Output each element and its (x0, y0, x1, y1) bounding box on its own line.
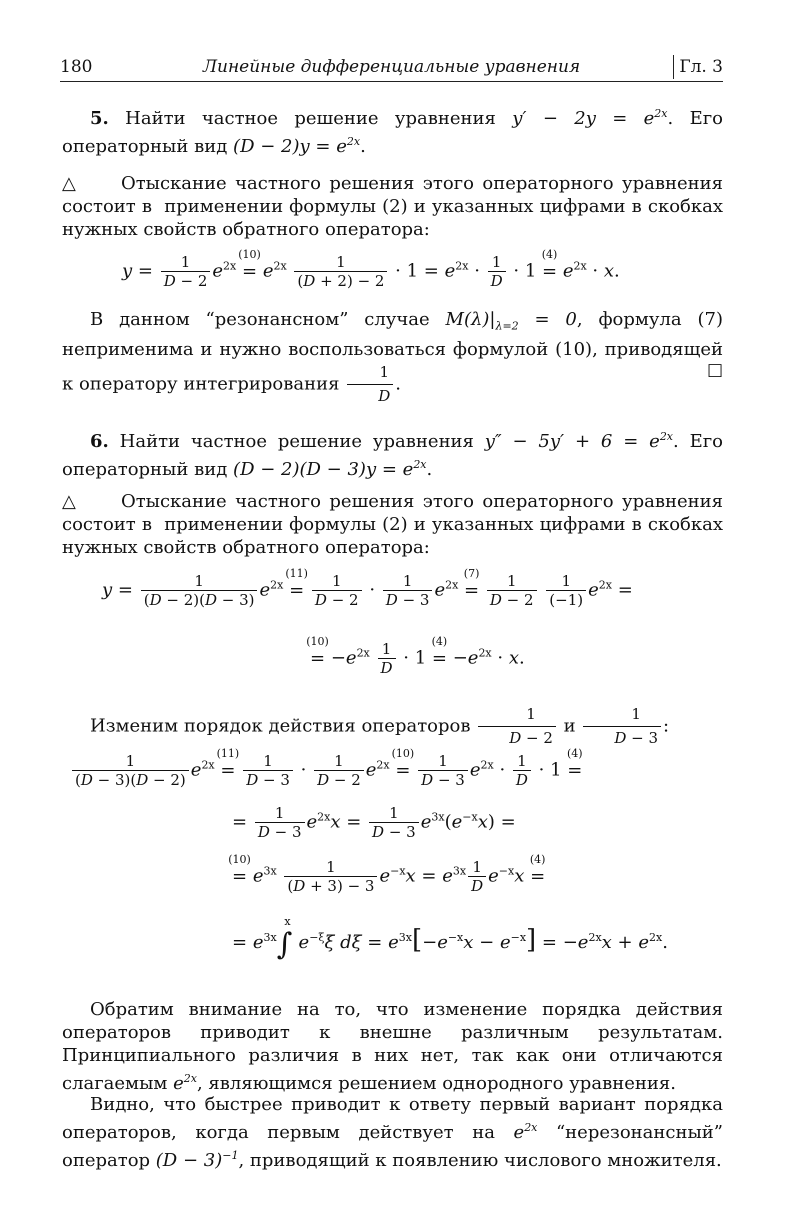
running-header (60, 55, 723, 82)
problem-5-formula: y = $\frac{1}{D - 2}$ $e^{2x}$ = (10) $e^{2x}$ $\frac{1}{(D + 2) - 2}$ · $1 = e^{2x}$ · $\frac{1}{D}$ · 1 = (4) $e^{2x} \cdot x$. (122, 247, 620, 290)
problem-5-number: 5. (90, 108, 109, 129)
end-square-icon: □ (706, 360, 723, 380)
problem-6-alt-line-2: = $\frac{1}{D - 3}$ $e^{2x}x$ = $\frac{1}{D - 3}$ $e^{3x}(e^{-x}x)$ = (232, 804, 516, 841)
running-title: Линейные дифференциальные уравнения (202, 57, 581, 77)
problem-6-number: 6. (90, 431, 109, 452)
problem-6-change-order: Изменим порядок действия операторов $\frac{1}{D - 2}$ и $\frac{1}{D - 3}$ : (62, 703, 723, 750)
problem-5-solution-intro: △ Отыскание частного решения этого операторного уравнения состоит в применении формулы (2) и указанных цифрами в скобках нужных свойств обратного оператора: (62, 173, 723, 240)
start-triangle-icon-2: △ (62, 491, 79, 512)
problem-6-formula-line-1: y = $\frac{1}{(D - 2)(D - 3)}$ $e^{2x}$ = (11) $\frac{1}{D - 2}$ · $\frac{1}{D - 3}$ $e^{2x}$ = (7) $\frac{1}{D - 2}$ $\frac{1}{(-1)}$ $e^{2x}$ = (102, 566, 633, 609)
problem-6-alt-line-4: = $e^{3x}\int^xe^{-\xi}\xi$ $d\xi = e^{3x}[-e^{-x}x - e^{-x}] = -e^{2x}x + e^{2x}$. (232, 915, 668, 962)
conclusion-paragraph-1: Обратим внимание на то, что изменение порядка действия операторов приводит к внешне различным результатам. Принципиального различия в них нет, так как они отличаются слагаемым $e^{2x}$, являющимся решением однородного уравнения. (62, 999, 723, 1094)
problem-6-alt-line-1: $\frac{1}{(D - 3)(D - 2)}$ $e^{2x}$ = (11) $\frac{1}{D - 3}$ · $\frac{1}{D - 2}$ $e^{2x}$ = (10) $\frac{1}{D - 3}$ $e^{2x}$ · $\frac{1}{D}$ · 1 = (4) (70, 752, 582, 789)
problem-6-formula-line-2: = (10) $-e^{2x}$ $\frac{1}{D}$ · 1 = (4) $-e^{2x} \cdot x$. (306, 634, 525, 677)
problem-5-remark: В данном “резонансном” случае $M(\lambda)|_{\lambda=2} = 0$, формула (7) неприменима и нужно воспользоваться формулой (10), приводящей к оператору интегрирования $\frac{1}{D}$ . (62, 308, 723, 408)
start-triangle-icon: △ (62, 173, 79, 194)
problem-6-alt-line-3: = (10) $e^{3x}$ $\frac{1}{(D + 3) - 3}$ $e^{-x}x = e^{3x}$ $\frac{1}{D}$ $e^{-x}x$ = (4) (228, 852, 546, 895)
problem-6-solution-intro: △ Отыскание частного решения этого операторного уравнения состоит в применении формулы (2) и указанных цифрами в скобках нужных свойств обратного оператора: (62, 491, 723, 558)
page-number: 180 (60, 57, 93, 77)
problem-6-statement: 6. Найти частное решение уравнения $y'' - 5y' + 6 = e^{2x}$. Его операторный вид $(D - 2)(D - 3)y = e^{2x}$. (62, 430, 723, 480)
chapter-label: Гл. 3 (679, 57, 723, 77)
conclusion-paragraph-2: Видно, что быстрее приводит к ответу первый вариант порядка операторов, когда первым действует на $e^{2x}$ “нерезонансный” оператор $(D - 3)^{-1}$, приводящий к появлению числового множителя. (62, 1094, 723, 1171)
problem-5-statement: 5. Найти частное решение уравнения $y' - 2y = e^{2x}$. Его операторный вид $(D - 2)y = e^{2x}$. (62, 107, 723, 157)
